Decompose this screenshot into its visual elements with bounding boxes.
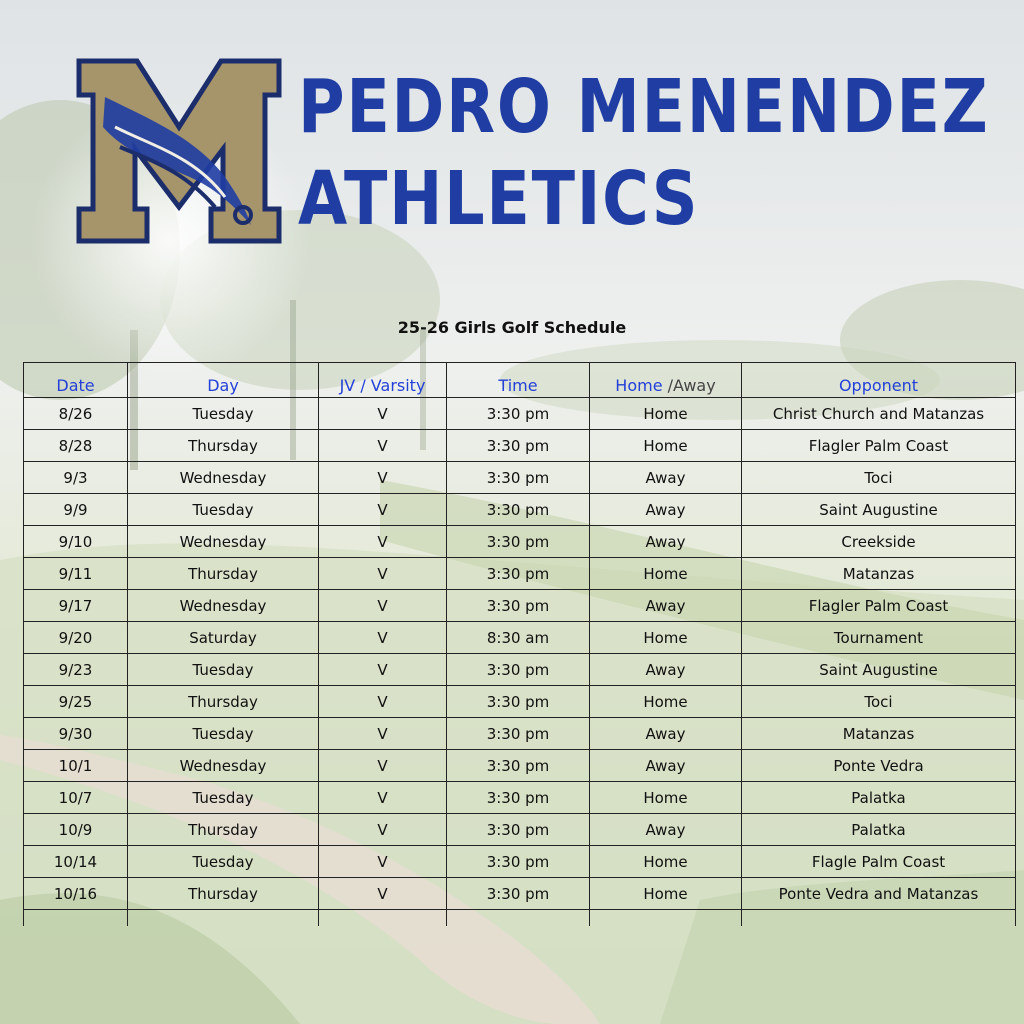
location-cell: Home: [590, 878, 742, 910]
day-cell: Wednesday: [128, 750, 319, 782]
location-cell: Away: [590, 654, 742, 686]
school-logo: [75, 57, 283, 245]
location-cell: Away: [590, 814, 742, 846]
opponent-cell: Toci: [742, 686, 1016, 718]
level-cell: V: [319, 430, 447, 462]
table-row: [24, 878, 1016, 910]
date-cell: 9/11: [24, 558, 128, 590]
table-row: [24, 782, 1016, 814]
day-cell: Thursday: [128, 814, 319, 846]
time-cell: 3:30 pm: [447, 558, 590, 590]
location-cell: Away: [590, 526, 742, 558]
date-cell: 8/28: [24, 430, 128, 462]
opponent-cell: Ponte Vedra: [742, 750, 1016, 782]
column-header-level: JV / Varsity: [319, 363, 447, 398]
level-cell: V: [319, 558, 447, 590]
day-cell: Tuesday: [128, 846, 319, 878]
level-cell: V: [319, 814, 447, 846]
day-cell: Tuesday: [128, 654, 319, 686]
time-cell: 3:30 pm: [447, 686, 590, 718]
date-cell: 8/26: [24, 398, 128, 430]
level-cell: V: [319, 718, 447, 750]
date-cell: 9/20: [24, 622, 128, 654]
day-cell: Wednesday: [128, 526, 319, 558]
location-cell: Home: [590, 622, 742, 654]
opponent-cell: Ponte Vedra and Matanzas: [742, 878, 1016, 910]
opponent-cell: Christ Church and Matanzas: [742, 398, 1016, 430]
table-row: [24, 718, 1016, 750]
time-cell: 3:30 pm: [447, 718, 590, 750]
date-cell: 9/30: [24, 718, 128, 750]
table-row: [24, 814, 1016, 846]
time-cell: 3:30 pm: [447, 430, 590, 462]
table-row: [24, 526, 1016, 558]
table-header-row: [24, 363, 1016, 398]
table-row: [24, 494, 1016, 526]
time-cell: 3:30 pm: [447, 750, 590, 782]
brand-title-line-1: PEDRO MENENDEZ: [298, 64, 990, 150]
date-cell: 10/16: [24, 878, 128, 910]
column-header-opponent: Opponent: [742, 363, 1016, 398]
column-header-home-away: [590, 363, 742, 398]
opponent-cell: Flagler Palm Coast: [742, 590, 1016, 622]
day-cell: Tuesday: [128, 718, 319, 750]
empty-cell: [590, 910, 742, 927]
date-cell: 9/9: [24, 494, 128, 526]
location-cell: Home: [590, 430, 742, 462]
empty-cell: [128, 910, 319, 927]
level-cell: V: [319, 750, 447, 782]
location-cell: Home: [590, 398, 742, 430]
schedule-body: [24, 398, 1016, 927]
opponent-cell: Palatka: [742, 814, 1016, 846]
level-cell: V: [319, 494, 447, 526]
location-cell: Away: [590, 718, 742, 750]
table-row: [24, 430, 1016, 462]
empty-cell: [447, 910, 590, 927]
time-cell: 3:30 pm: [447, 590, 590, 622]
table-row: [24, 622, 1016, 654]
date-cell: 10/1: [24, 750, 128, 782]
level-cell: V: [319, 654, 447, 686]
level-cell: V: [319, 622, 447, 654]
table-row: [24, 846, 1016, 878]
location-cell: Away: [590, 462, 742, 494]
opponent-cell: Flagler Palm Coast: [742, 430, 1016, 462]
time-cell: 3:30 pm: [447, 846, 590, 878]
header-away-label: /Away: [667, 376, 716, 395]
table-row: [24, 462, 1016, 494]
day-cell: Thursday: [128, 878, 319, 910]
day-cell: Wednesday: [128, 590, 319, 622]
location-cell: Home: [590, 686, 742, 718]
day-cell: Thursday: [128, 686, 319, 718]
time-cell: 3:30 pm: [447, 398, 590, 430]
level-cell: V: [319, 878, 447, 910]
table-row: [24, 558, 1016, 590]
day-cell: Thursday: [128, 430, 319, 462]
day-cell: Tuesday: [128, 398, 319, 430]
table-row: [24, 686, 1016, 718]
location-cell: Away: [590, 494, 742, 526]
column-header-date: Date: [24, 363, 128, 398]
table-row: [24, 654, 1016, 686]
column-header-time: Time: [447, 363, 590, 398]
opponent-cell: Palatka: [742, 782, 1016, 814]
location-cell: Home: [590, 846, 742, 878]
day-cell: Saturday: [128, 622, 319, 654]
schedule-table: [23, 362, 1016, 926]
time-cell: 3:30 pm: [447, 494, 590, 526]
table-row-empty: [24, 910, 1016, 927]
date-cell: 9/23: [24, 654, 128, 686]
column-header-day: Day: [128, 363, 319, 398]
level-cell: V: [319, 398, 447, 430]
time-cell: 3:30 pm: [447, 782, 590, 814]
opponent-cell: Flagle Palm Coast: [742, 846, 1016, 878]
level-cell: V: [319, 846, 447, 878]
empty-cell: [24, 910, 128, 927]
opponent-cell: Creekside: [742, 526, 1016, 558]
brand-title-line-2: ATHLETICS: [298, 156, 700, 242]
table-row: [24, 398, 1016, 430]
table-row: [24, 590, 1016, 622]
time-cell: 3:30 pm: [447, 462, 590, 494]
opponent-cell: Saint Augustine: [742, 494, 1016, 526]
opponent-cell: Toci: [742, 462, 1016, 494]
time-cell: 3:30 pm: [447, 878, 590, 910]
table-row: [24, 750, 1016, 782]
location-cell: Home: [590, 782, 742, 814]
schedule-title: 25-26 Girls Golf Schedule: [397, 318, 627, 337]
day-cell: Tuesday: [128, 782, 319, 814]
day-cell: Tuesday: [128, 494, 319, 526]
date-cell: 9/17: [24, 590, 128, 622]
opponent-cell: Tournament: [742, 622, 1016, 654]
time-cell: 3:30 pm: [447, 526, 590, 558]
empty-cell: [319, 910, 447, 927]
level-cell: V: [319, 686, 447, 718]
date-cell: 10/14: [24, 846, 128, 878]
date-cell: 10/7: [24, 782, 128, 814]
location-cell: Home: [590, 558, 742, 590]
level-cell: V: [319, 526, 447, 558]
header-home-label: Home: [615, 376, 663, 395]
date-cell: 9/25: [24, 686, 128, 718]
date-cell: 10/9: [24, 814, 128, 846]
level-cell: V: [319, 462, 447, 494]
level-cell: V: [319, 782, 447, 814]
day-cell: Thursday: [128, 558, 319, 590]
opponent-cell: Matanzas: [742, 718, 1016, 750]
location-cell: Away: [590, 750, 742, 782]
opponent-cell: Matanzas: [742, 558, 1016, 590]
time-cell: 3:30 pm: [447, 814, 590, 846]
date-cell: 9/10: [24, 526, 128, 558]
date-cell: 9/3: [24, 462, 128, 494]
empty-cell: [742, 910, 1016, 927]
time-cell: 3:30 pm: [447, 654, 590, 686]
location-cell: Away: [590, 590, 742, 622]
level-cell: V: [319, 590, 447, 622]
time-cell: 8:30 am: [447, 622, 590, 654]
day-cell: Wednesday: [128, 462, 319, 494]
opponent-cell: Saint Augustine: [742, 654, 1016, 686]
